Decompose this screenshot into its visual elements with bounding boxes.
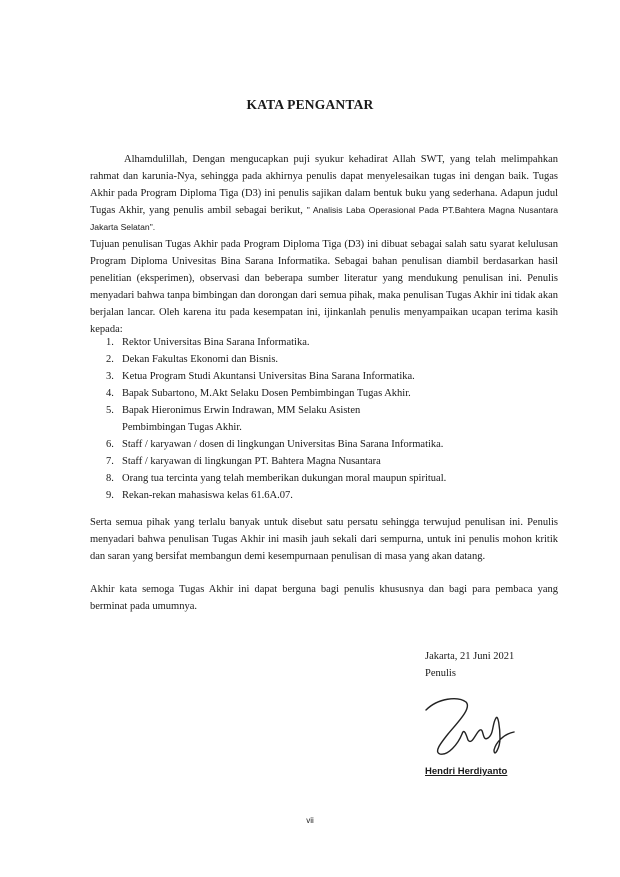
handwritten-signature <box>418 688 528 768</box>
list-text: Dekan Fakultas Ekonomi dan Bisnis. <box>122 354 279 365</box>
list-text: Ketua Program Studi Akuntansi Universitas Bina Sarana Informatika. <box>122 371 415 382</box>
list-text: Bapak Hieronimus Erwin Indrawan, MM Selaku Asisten Pembimbingan Tugas Akhir. <box>122 405 361 433</box>
list-item <box>90 470 558 487</box>
list-number: 8. <box>106 473 114 484</box>
list-number: 9. <box>106 490 114 501</box>
list-number: 2. <box>106 354 114 365</box>
list-number: 6. <box>106 439 114 450</box>
list-text: Orang tua tercinta yang telah memberikan dukungan moral maupun spiritual. <box>122 473 447 484</box>
page-title: KATA PENGANTAR <box>246 97 374 112</box>
acknowledgement-list <box>90 334 558 504</box>
author-name: Hendri Herdiyanto <box>425 766 508 777</box>
thanks-paragraph: Serta semua pihak yang terlalu banyak untuk disebut satu persatu sehingga terwujud penulisan ini. Penulis menyadari bahwa penulisan Tugas Akhir ini masih jauh sekali dari sempurna, untuk ini penulis mohon kritik dan saran yang bersifat membangun demi kesempurnaan penulisan di masa yang akan datang. <box>90 517 558 562</box>
place-date: Jakarta, 21 Juni 2021 <box>425 651 515 662</box>
purpose-paragraph: Tujuan penulisan Tugas Akhir pada Program Diploma Tiga (D3) ini dibuat sebagai salah satu syarat kelulusan Program Diploma Univesitas Bina Sarana Informatika. Sebagai bahan penulisan diambil berdasarkan hasil penelitian (eksperimen), observasi dan beberapa sumber literatur yang mendukung penulisan ini. Penulis menyadari bahwa tanpa bimbingan dan dorongan dari semua pihak, maka penulisan Tugas Akhir ini tidak akan berjalan lancar. Oleh karena itu pada kesempatan ini, ijinkanlah penulis menyampaikan ucapan terima kasih kepada: <box>90 239 558 335</box>
list-text: Bapak Subartono, M.Akt Selaku Dosen Pembimbingan Tugas Akhir. <box>122 388 411 399</box>
list-item <box>90 453 558 470</box>
list-number: 1. <box>106 337 114 348</box>
opening-paragraph <box>90 151 558 236</box>
list-text: Staff / karyawan / dosen di lingkungan Universitas Bina Sarana Informatika. <box>122 439 444 450</box>
list-text: Rektor Universitas Bina Sarana Informatika. <box>122 337 310 348</box>
list-item <box>90 368 558 385</box>
list-number: 3. <box>106 371 114 382</box>
list-item <box>90 436 558 453</box>
opening-body: Alhamdulillah, Dengan mengucapkan puji syukur kehadirat Allah SWT, yang telah melimpahkan rahmat dan karunia-Nya, sehingga pada akhirnya penulis dapat menyelesaikan tugas ini dengan baik. Tugas Akhir pada Program Diploma Tiga (D3) ini penulis sajikan dalam bentuk buku yang sederhana. Adapun judul Tugas Akhir, yang penulis ambil sebagai berikut, <box>90 154 558 216</box>
thesis-title-quote: " Analisis Laba Operasional Pada PT.Bahtera Magna Nusantara Jakarta Selatan". <box>90 205 559 232</box>
list-item <box>90 487 558 504</box>
list-text: Rekan-rekan mahasiswa kelas 61.6A.07. <box>122 490 293 501</box>
page-number: vii <box>306 816 314 825</box>
list-item <box>90 351 558 368</box>
author-role: Penulis <box>425 668 456 679</box>
list-item <box>90 385 558 402</box>
closing-block <box>425 648 514 682</box>
closing-paragraph: Akhir kata semoga Tugas Akhir ini dapat berguna bagi penulis khususnya dan bagi para pembaca yang berminat pada umumnya. <box>90 584 558 612</box>
list-item <box>90 402 558 436</box>
list-number: 5. <box>106 405 114 416</box>
list-number: 7. <box>106 456 114 467</box>
list-number: 4. <box>106 388 114 399</box>
list-text: Staff / karyawan di lingkungan PT. Bahtera Magna Nusantara <box>122 456 381 467</box>
opening-text <box>90 151 558 236</box>
list-item <box>90 334 558 351</box>
